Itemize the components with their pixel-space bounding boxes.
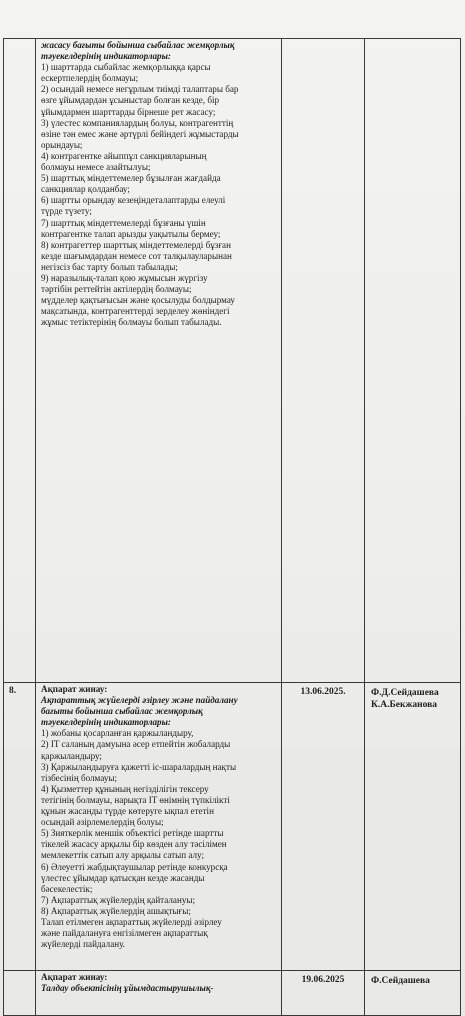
list-item: тікелей жасасу арқылы бір көзден алу тәсілімен — [41, 839, 227, 850]
list-item: үлестес ұйымдар қатысқан кезде жасанды — [41, 872, 205, 883]
list-item: контрагентке талап арызды уақытылы бермеу; — [41, 228, 221, 239]
list-item: 8) контрагеттер шарттық міндеттемелерді бұзған — [41, 239, 231, 250]
table-row — [4, 39, 461, 683]
list-item: ескертпелердің болмауы; — [41, 73, 139, 84]
description-cell — [36, 971, 282, 1016]
row-number-cell — [4, 971, 36, 1016]
list-item: негізсіз бас тарту болып табылады; — [41, 261, 178, 272]
list-item: 4) Қызметтер құнының негізділігін тексеру — [41, 783, 209, 794]
responsible-name: Ф.Д.Сейдашева — [371, 688, 439, 698]
row-number-cell — [4, 39, 36, 683]
row-title: Ақпарат жинау: — [41, 972, 108, 982]
table-row — [4, 683, 461, 971]
list-item: осындай әзірлемелердің болуы; — [41, 817, 164, 828]
list-item: 8) Ақпараттық жүйелердің ашықтығы; — [41, 905, 191, 916]
list-item: 6) шартты орындау кезеңіндеталаптарды елеулі — [41, 195, 226, 206]
list-item: мемлекеттік сатып алу арқылы сатып алу; — [41, 850, 204, 861]
list-item: және пайдалануға енгізілмеген ақпараттық — [41, 928, 208, 939]
list-item: тәртібін реттейтін актілердің болмауы; — [41, 284, 192, 295]
list-item: 5) шарттық міндеттемелер бұзылған жағдайда — [41, 173, 221, 184]
row-title: Ақпарат жинау: — [41, 684, 108, 694]
table-row — [4, 971, 461, 1016]
list-item: 9) наразылық-талап қою жұмысын жүргізу — [41, 272, 208, 283]
list-item: бәсекелестік; — [41, 883, 93, 894]
list-item: 1) шарттарда сыбайлас жемқорлыққа қарсы — [41, 62, 211, 73]
list-item: құнын жасанды түрде көтеруге ықпал ететін — [41, 806, 214, 817]
list-item: қаржыландыру; — [41, 750, 102, 761]
list-item: 7) Ақпараттық жүйелердің қайталануы; — [41, 894, 196, 905]
responsible-cell — [365, 683, 461, 971]
list-item: 1) жобаны қосарланған қаржыландыру, — [41, 728, 194, 739]
row-number: 8. — [4, 683, 36, 971]
list-item: жүйелерді пайдалану. — [41, 939, 126, 950]
date-cell: 19.06.2025 — [282, 971, 365, 1016]
list-item: болмауы немесе азайтылуы; — [41, 162, 151, 173]
list-item: тетігінің болмауы, нарықта IT өнімнің түпкілікті — [41, 794, 230, 805]
list-item: 4) контрагентке айыппұл санкцияларының — [41, 150, 207, 161]
measures-table — [3, 38, 461, 1016]
list-item: 7) шарттық міндеттемелерді бұзғаны үшін — [41, 217, 206, 228]
list-item: жұмыс тетіктерінің болмауы болып табылады. — [41, 317, 222, 328]
indicators-heading: тәуекелдерінің индикаторлары: — [41, 717, 171, 728]
description-cell — [36, 39, 282, 683]
list-item: орындауы; — [41, 139, 83, 150]
list-item: 3) үлестес компаниялардың болуы, контрагенттің — [41, 117, 234, 128]
responsible-cell — [365, 971, 461, 1016]
indicators-heading: Ақпараттық жүйелерді әзірлеу және пайдалану — [41, 695, 238, 706]
date-cell — [282, 39, 365, 683]
list-item: 6) Әлеуетті жабдықтаушылар ретінде конкурсқа — [41, 861, 228, 872]
list-item: ұйымдармен шарттарды бірнеше рет жасасу; — [41, 106, 216, 117]
description-cell — [36, 683, 282, 971]
list-item: 5) Зияткерлік меншік объектісі ретінде шартты — [41, 828, 224, 839]
responsible-cell — [365, 39, 461, 683]
responsible-name: Ф.Сейдашева — [371, 976, 430, 986]
list-item: 3) Қаржыландыруға қажетті іс-шаралардың нақты — [41, 761, 237, 772]
list-item: Талап етілмеген ақпараттық жүйелерді әзірлеу — [41, 916, 222, 927]
date-cell: 13.06.2025. — [282, 683, 365, 971]
list-item: кезде шағымдардан немесе сот талқылауларынан — [41, 250, 232, 261]
list-item: өзіне тән емес және әртүрлі бейіндегі жұмыстарды — [41, 128, 239, 139]
indicators-heading: бағыты бойынша сыбайлас жемқорлық — [41, 706, 203, 717]
responsible-name: К.А.Бекжанова — [371, 700, 437, 710]
list-item: мақсатында, контрагенттерді зерделеу жөніндегі — [41, 306, 230, 317]
list-item: 2) IT саланың дамуына әсер етпейтін жобаларды — [41, 739, 231, 750]
list-item: түрде түзету; — [41, 206, 92, 217]
list-item: мүдделер қақтығысын және қосылуды болдырмау — [41, 295, 235, 306]
indicators-heading: Талдау объектісінің ұйымдастырушылық- — [41, 983, 214, 994]
list-item: санкциялар қолданбау; — [41, 184, 130, 195]
indicators-heading: жасасу бағыты бойынша сыбайлас жемқорлық — [41, 40, 235, 50]
indicators-heading: тәуекелдерінің индикаторлары: — [41, 51, 171, 62]
list-item: 2) осындай немесе негұрлым тиімді талаптары бар — [41, 84, 239, 95]
list-item: өзге ұйымдардан ұсыныстар болған кезде, бір — [41, 95, 220, 106]
list-item: тізбесінің болмауы; — [41, 772, 117, 783]
